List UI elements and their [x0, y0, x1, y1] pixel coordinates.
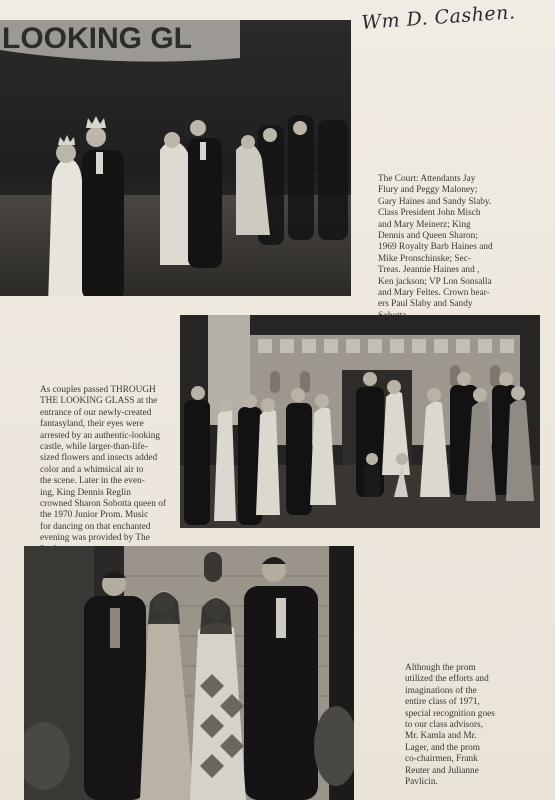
photo-court-image	[0, 20, 351, 296]
caption-the-court: The Court: Attendants Jay Flury and Peggy Maloney; Gary Haines and Sandy Slaby. Class President John Misch and Mary Meinerz; King Dennis and Queen Sharon; 1969 Royalty Barb Haines and Mike Pronschinske; Sec- Treas. Jeannie Haines and , Ken jackson; VP Lon Sonsalla and Mary Feltes. Crown bear- ers Paul Slaby and Sandy	[378, 174, 493, 310]
photo-prom-court	[0, 20, 351, 296]
banner-lettering: LOOKING GL	[2, 22, 192, 55]
photo-prom-royalty	[180, 315, 540, 528]
caption-special-recognition: Although the prom utilized the efforts and imaginations of the entire class of 1971, special recognition goes to our class advisors, Mr. Kamla and Mr. Lager, and the prom co-chairmen, Frank Reuter and Julianne Pavlicin.	[405, 663, 495, 788]
photo-prom-chairmen	[24, 546, 354, 800]
caption-through-the-looking-glass: As couples passed THROUGH THE LOOKING GLASS at the entrance of our newly-created fantasyland, their eyes were arrested by an authentic-looking castle, while larger-than-life- sized flowers and insects added color and a whimsical air to the scene. Later in the even- ing, King Dennis Reglin crowned Sharon Sobotta queen of the 1970 Junior Prom. Music for dancing on that enchanted evening was provided by The	[40, 385, 166, 544]
photo-royalty-image	[180, 315, 540, 528]
handwritten-signature: Wm D. Cashen.	[360, 1, 517, 34]
photo-advisors-image	[24, 546, 354, 800]
